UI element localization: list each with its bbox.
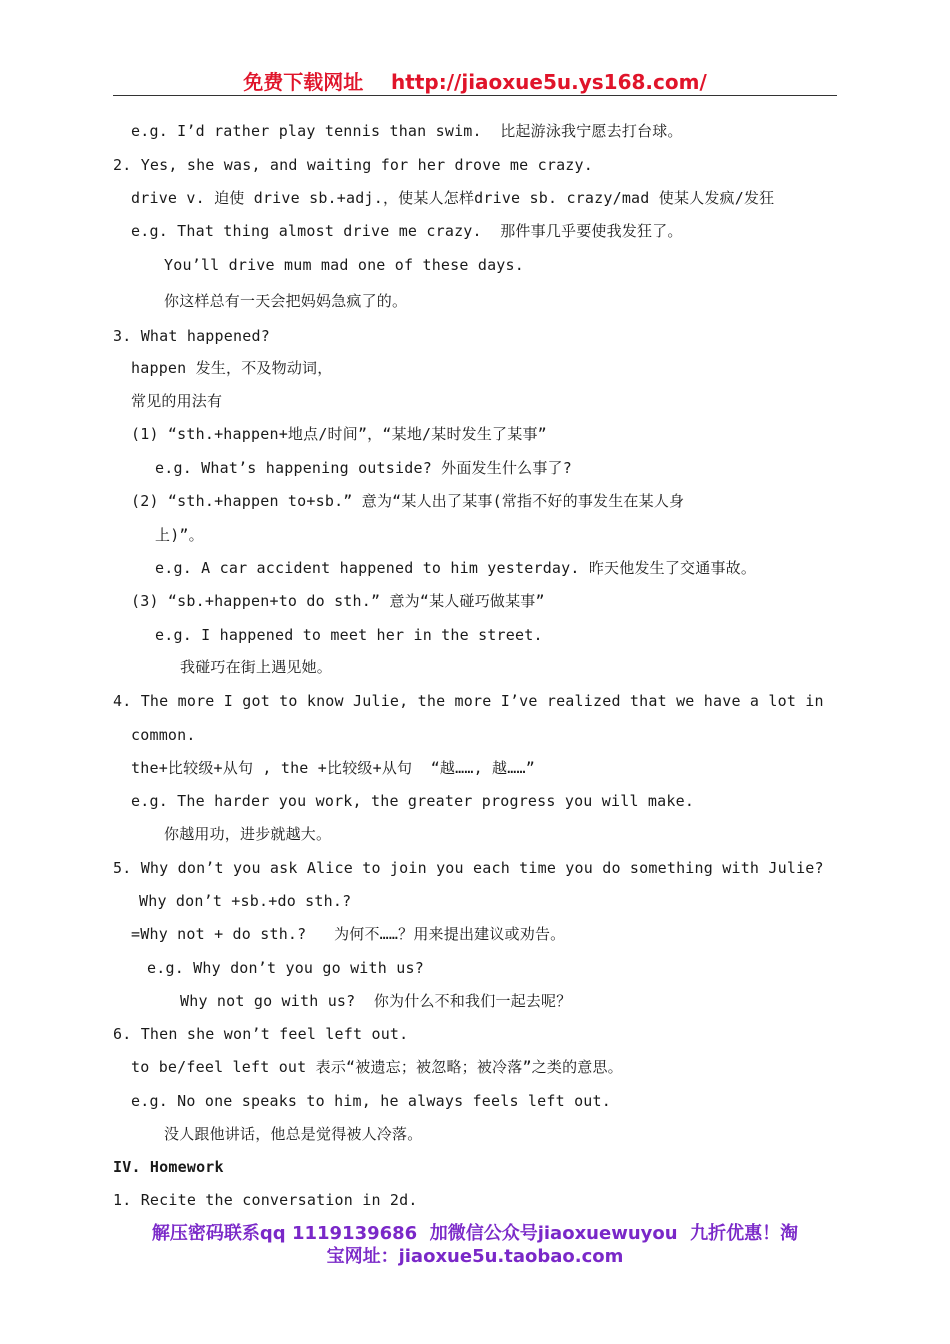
example-line: e.g. Why don’t you go with us?	[147, 959, 424, 977]
header-divider	[113, 95, 837, 96]
definition-line: Why don’t +sb.+do sth.?	[139, 892, 352, 910]
example-line: e.g. I happened to meet her in the street.	[155, 626, 543, 644]
definition-line: drive v. 迫使 drive sb.+adj.，使某人怎样drive sb. crazy/mad 使某人发疯/发狂	[131, 189, 775, 207]
homework-item: 1. Recite the conversation in 2d.	[113, 1191, 418, 1209]
example-line: e.g. No one speaks to him, he always feels left out.	[131, 1092, 611, 1110]
item-3-heading: 3. What happened?	[113, 327, 270, 345]
footer-taobao-line: 宝网址：jiaoxue5u.taobao.com	[326, 1246, 624, 1267]
example-line: e.g. A car accident happened to him yesterday. 昨天他发生了交通事故。	[155, 559, 757, 577]
item-4-heading: 4. The more I got to know Julie, the more I’ve realized that we have a lot in	[113, 692, 824, 710]
definition-line: 常见的用法有	[131, 392, 223, 410]
item-5-heading: 5. Why don’t you ask Alice to join you each time you do something with Julie?	[113, 859, 824, 877]
item-6-heading: 6. Then she won’t feel left out.	[113, 1025, 409, 1043]
example-line: You’ll drive mum mad one of these days.	[164, 256, 524, 274]
usage-line: (2) “sth.+happen to+sb.” 意为“某人出了某事(常指不好的事发生在某人身	[131, 492, 685, 510]
usage-line: 上)”。	[155, 526, 204, 544]
section-heading-homework: IV. Homework	[113, 1158, 224, 1176]
example-line: e.g. That thing almost drive me crazy. 那件事几乎要使我发狂了。	[131, 222, 683, 240]
example-line: e.g. The harder you work, the greater progress you will make.	[131, 792, 695, 810]
translation-line: 你越用功，进步就越大。	[164, 825, 332, 843]
definition-line: the+比较级+从句 , the +比较级+从句 “越……, 越……”	[131, 759, 535, 777]
definition-line: happen 发生，不及物动词，	[131, 359, 333, 377]
example-line: e.g. What’s happening outside? 外面发生什么事了?	[155, 459, 572, 477]
footer-contact-line: 解压密码联系qq 1119139686 加微信公众号jiaoxuewuyou 九折优惠！淘	[151, 1223, 799, 1244]
usage-line: (1) “sth.+happen+地点/时间”，“某地/某时发生了某事”	[131, 425, 547, 443]
definition-line: =Why not + do sth.? 为何不……？用来提出建议或劝告。	[131, 925, 566, 943]
translation-line: 你这样总有一天会把妈妈急疯了的。	[164, 292, 408, 310]
example-line: e.g. I’d rather play tennis than swim. 比起游泳我宁愿去打台球。	[131, 122, 683, 140]
item-2-heading: 2. Yes, she was, and waiting for her drove me crazy.	[113, 156, 593, 174]
example-line: Why not go with us? 你为什么不和我们一起去呢？	[180, 992, 572, 1010]
item-4-heading: common.	[131, 726, 196, 744]
usage-line: (3) “sb.+happen+to do sth.” 意为“某人碰巧做某事”	[131, 592, 545, 610]
header-download-url: 免费下载网址 http://jiaoxue5u.ys168.com/	[243, 70, 707, 94]
translation-line: 没人跟他讲话，他总是觉得被人冷落。	[164, 1125, 423, 1143]
definition-line: to be/feel left out 表示“被遗忘；被忽略；被冷落”之类的意思。	[131, 1058, 623, 1076]
translation-line: 我碰巧在街上遇见她。	[180, 658, 333, 676]
